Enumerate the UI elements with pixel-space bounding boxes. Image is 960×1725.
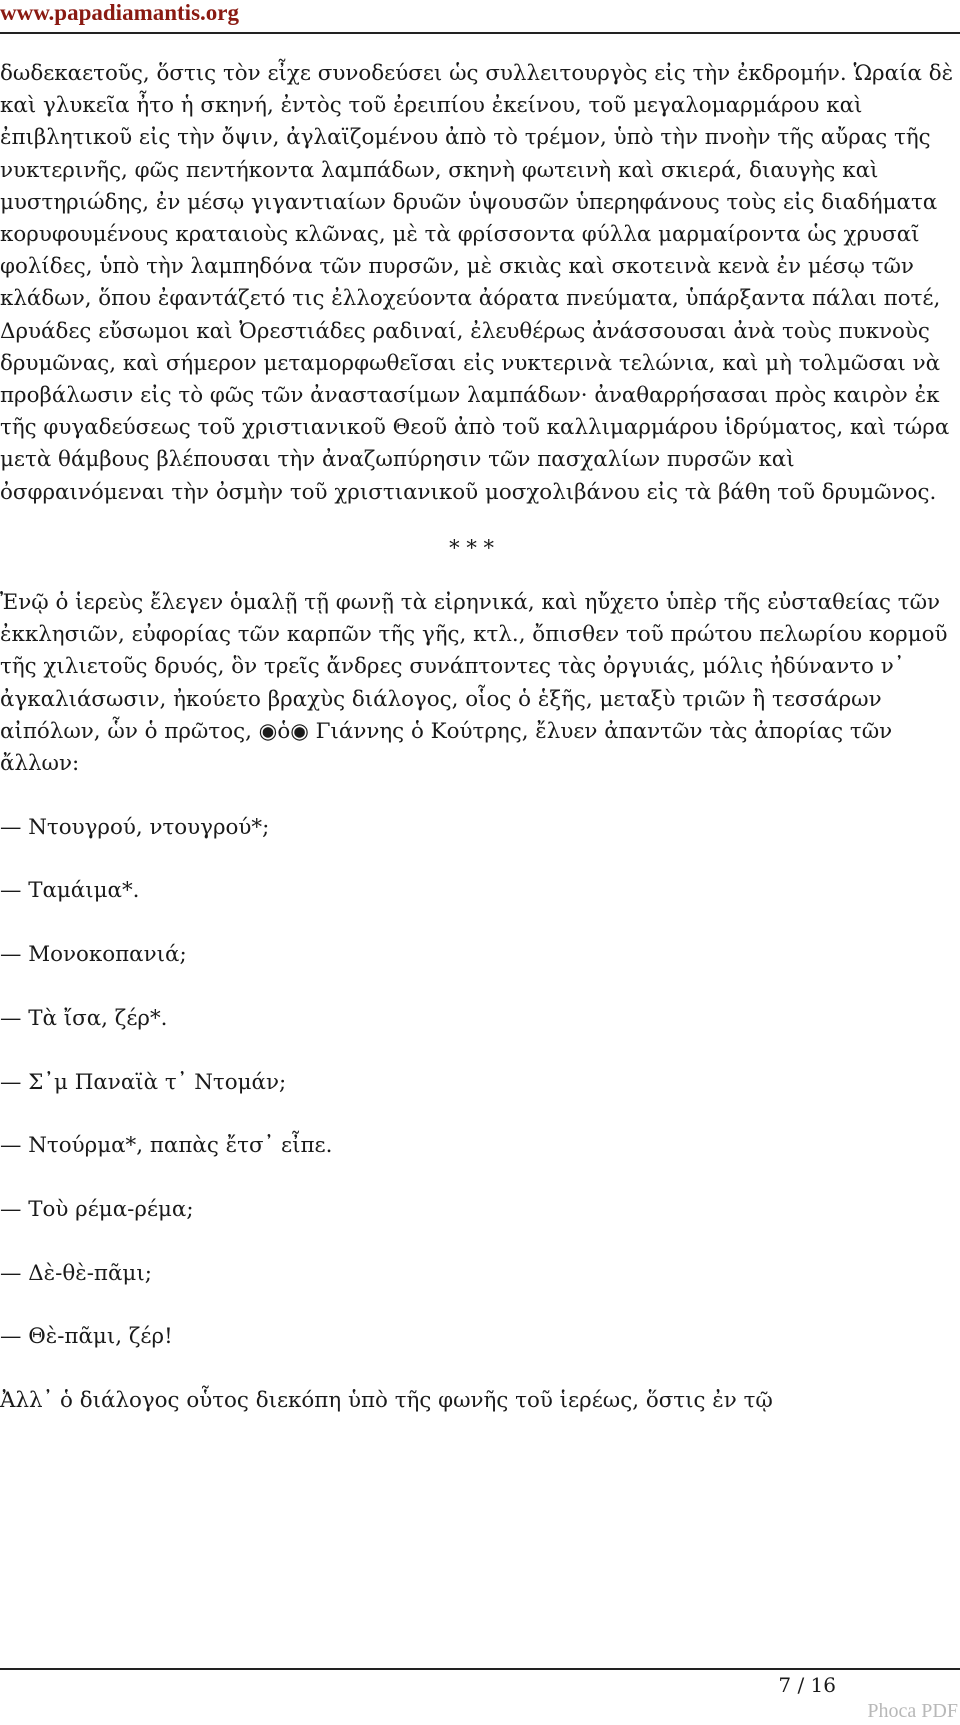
footer-divider [0,1668,960,1670]
dialogue-line: — Μονοκοπανιά; [0,942,187,968]
dialogue-line: — Ταμάιμα*. [0,878,140,904]
dialogue-line: — Θὲ-πᾶμι, ζέρ! [0,1324,173,1350]
pdf-producer-watermark: Phoca PDF [867,1700,958,1722]
section-separator: * * * [449,535,494,560]
header-divider [0,32,960,34]
page-number: 7 / 16 [778,1673,836,1697]
body-paragraph: Ἀλλ᾽ ὁ διάλογος οὗτος διεκόπη ὑπὸ τῆς φωνῆς τοῦ ἱερέως, ὅστις ἐν τῷ [0,1388,773,1414]
body-paragraph: Ἐνῷ ὁ ἱερεὺς ἔλεγεν ὁμαλῇ τῇ φωνῇ τὰ εἰρηνικά, καὶ ηὔχετο ὑπὲρ τῆς εὐσταθείας τῶν ἐκκλησιῶν, εὐφορίας τῶν καρπῶν τῆς γῆς, κτλ., ὄπισθεν τοῦ πρώτου πελωρίου κορμοῦ τῆς χιλιετοῦς δρυός, ὃν τρεῖς ἄνδρες συνάπτοντες τὰς ὀργυιάς, μόλις ἠδύναντο ν᾽ ἀγκαλιάσωσιν, ἠκούετο βραχὺς διάλογος, οἷος ὁ ἑξῆς, μεταξὺ τριῶν ἢ τεσσάρων αἰπόλων, ὧν ὁ πρῶτος, ◉ὁ◉ Γιάννης ὁ Κούτρης, ἔλυεν ἀπαντῶν τὰς ἀπορίας τῶν ἄλλων: [0,590,948,777]
document-body [0,58,958,1417]
site-header-link[interactable]: www.papadiamantis.org [0,0,239,25]
dialogue-line: — Δὲ-θὲ-πᾶμι; [0,1260,152,1286]
dialogue-line: — Τοὺ ρέμα-ρέμα; [0,1196,194,1222]
dialogue-line: — Ντούρμα*, παπὰς ἔτσ᾽ εἶπε. [0,1133,333,1159]
dialogue-line: — Ντουγρού, ντουγρού*; [0,814,270,840]
dialogue-line: — Σ᾽μ Παναϊὰ τ᾽ Ντομάν; [0,1069,287,1095]
dialogue-block [0,812,958,1354]
dialogue-line: — Τὰ ἴσα, ζέρ*. [0,1005,168,1031]
body-paragraph: δωδεκαετοῦς, ὅστις τὸν εἶχε συνοδεύσει ὡς συλλειτουργὸς εἰς τὴν ἐκδρομήν. Ὡραία δὲ καὶ γλυκεῖα ἦτο ἡ σκηνή, ἐντὸς τοῦ ἐρειπίου ἐκείνου, τοῦ μεγαλομαρμάρου καὶ ἐπιβλητικοῦ εἰς τὴν ὄψιν, ἀγλαϊζομένου ἀπὸ τὸ τρέμον, ὑπὸ τὴν πνοὴν τῆς αὔρας τῆς νυκτερινῆς, φῶς πεντήκοντα λαμπάδων, σκηνὴ φωτεινὴ καὶ σκιερά, διαυγὴς καὶ μυστηριώδης, ἐν μέσῳ γιγαντιαίων δρυῶν ὑψουσῶν ὑπερηφάνους τοὺς εἰς διαδήματα κορυφουμένους κραταιοὺς κλῶνας, μὲ τὰ φρίσσοντα φύλλα μαρμαίροντα ὡς χρυσαῖ φολίδες, ὑπὸ τὴν λαμπηδόνα τῶν πυρσῶν, μὲ σκιὰς καὶ σκοτεινὰ κενὰ ἐν μέσῳ τῶν κλάδων, ὅπου ἐφαντάζετό τις ἐλλοχεύοντα ἀόρατα πνεύματα, ὑπάρξαντα πάλαι ποτέ, Δρυάδες εὔσωμοι καὶ Ὀρεστιάδες ραδιναί, ἐλευθέρως ἀνάσσουσαι ἀνὰ τοὺς πυκνοὺς δρυμῶνας, καὶ σήμερον μεταμορφωθεῖσαι εἰς νυκτερινὰ τελώνια, καὶ μὴ τολμῶσαι νὰ προβάλωσιν εἰς τὸ φῶς τῶν ἀναστασίμων λαμπάδων· ἀναθαρρήσασαι πρὸς καιρὸν ἐκ τῆς φυγαδεύσεως τοῦ χριστιανικοῦ Θεοῦ ἀπὸ τοῦ καλλιμαρμάρου ἱδρύματος, καὶ τώρα μετὰ θάμβους βλέπουσαι τὴν ἀναζωπύρησιν τῶν πασχαλίων πυρσῶν καὶ ὀσφραινόμεναι τὴν ὀσμὴν τοῦ χριστιανικοῦ μοσχολιβάνου εἰς τὰ βάθη τοῦ δρυμῶνος. [0,61,954,505]
